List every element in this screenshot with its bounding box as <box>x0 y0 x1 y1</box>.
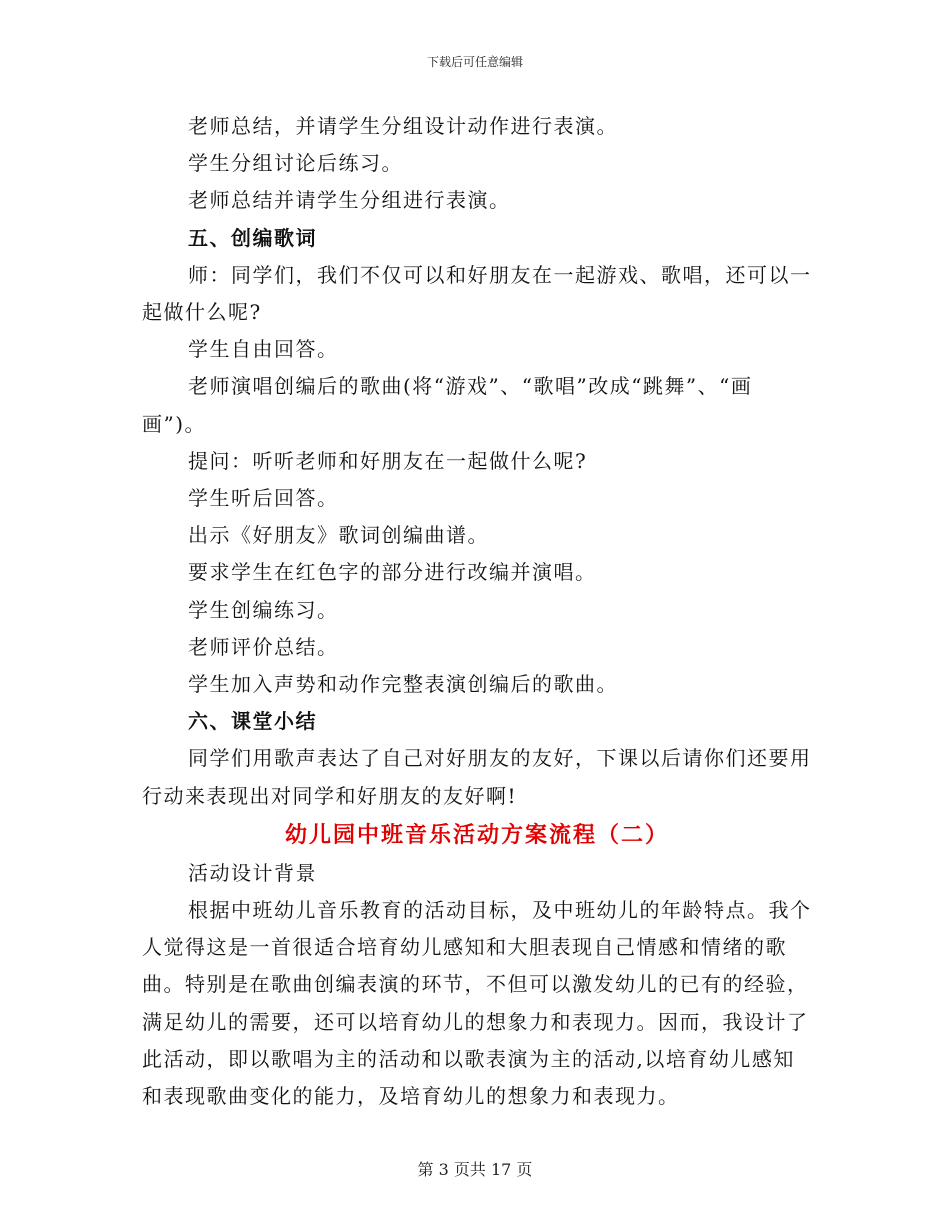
paragraph: 出示《好朋友》歌词创编曲谱。 <box>188 523 489 548</box>
page-footer: 第 3 页共 17 页 <box>417 1160 533 1179</box>
section-heading: 五、创编歌词 <box>188 225 317 250</box>
paragraph: 学生听后回答。 <box>188 486 339 511</box>
paragraph: 学生加入声势和动作完整表演创编后的歌曲。 <box>188 672 618 697</box>
paragraph: 老师演唱创编后的歌曲(将“游戏”、“歌唱”改成“跳舞”、“画画”)。 <box>142 374 753 436</box>
paragraph: 活动设计背景 <box>188 860 317 885</box>
paragraph: 根据中班幼儿音乐教育的活动目标，及中班幼儿的年龄特点。我个人觉得这是一首很适合培育幼儿感知和大胆表现自己情感和情绪的歌曲。特别是在歌曲创编表演的环节，不但可以激发幼儿的已有的经验，满足幼儿的需要，还可以培育幼儿的想象力和表现力。因而，我设计了此活动，即以歌唱为主的活动和以歌表演为主的活动,以培育幼儿感知和表现歌曲变化的能力，及培育幼儿的想象力和表现力。 <box>142 898 812 1109</box>
paragraph: 老师总结，并请学生分组设计动作进行表演。 <box>188 114 618 138</box>
page-header: 下载后可任意编辑 <box>426 55 523 69</box>
paragraph: 要求学生在红色字的部分进行改编并演唱。 <box>188 560 597 585</box>
paragraph: 老师评价总结。 <box>188 634 339 659</box>
document-body <box>142 108 812 1115</box>
paragraph: 同学们用歌声表达了自己对好朋友的友好，下课以后请你们还要用行动来表现出对同学和好朋友的友好啊! <box>142 746 812 808</box>
section-heading: 六、课堂小结 <box>188 709 317 734</box>
document-title: 幼儿园中班音乐活动方案流程（二） <box>284 821 669 848</box>
paragraph: 师：同学们，我们不仅可以和好朋友在一起游戏、歌唱，还可以一起做什么呢? <box>142 262 812 325</box>
paragraph: 学生自由回答。 <box>188 337 339 362</box>
paragraph: 提问：听听老师和好朋友在一起做什么呢? <box>188 448 588 473</box>
paragraph: 老师总结并请学生分组进行表演。 <box>188 188 511 213</box>
paragraph: 学生创编练习。 <box>188 597 339 622</box>
paragraph: 学生分组讨论后练习。 <box>188 151 403 176</box>
